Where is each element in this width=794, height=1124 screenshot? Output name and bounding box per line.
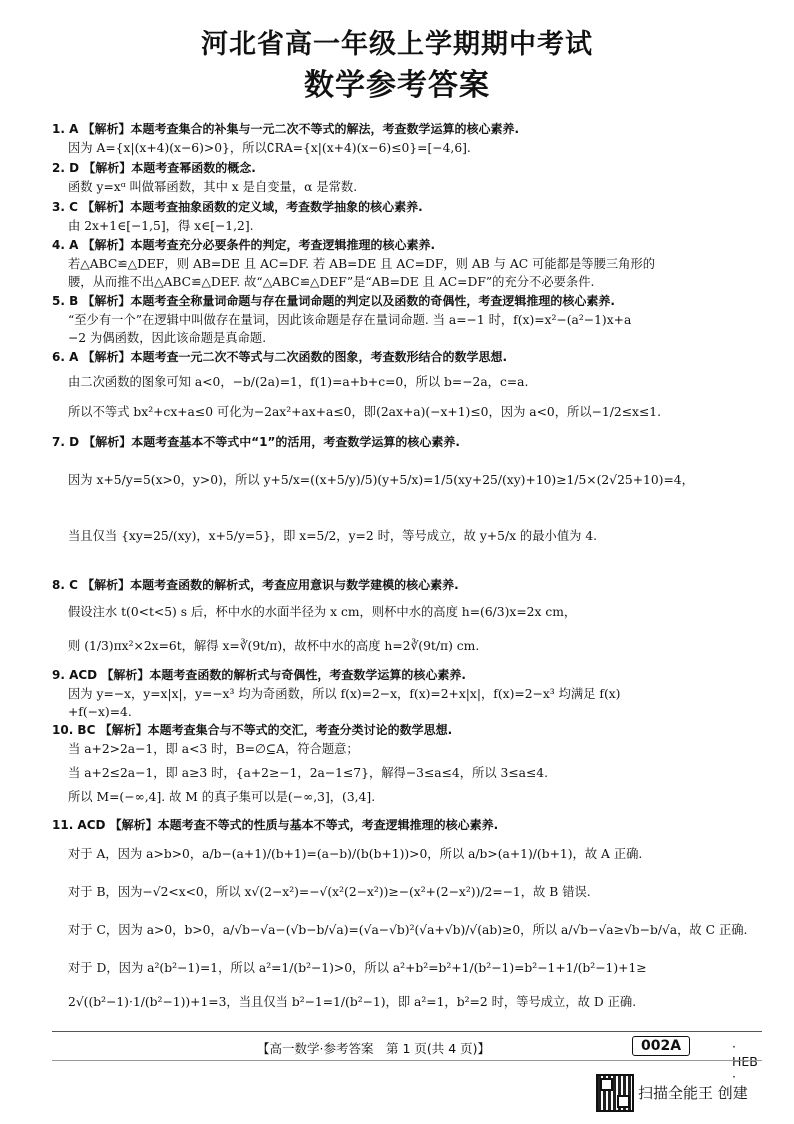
answer-line: “至少有一个”在逻辑中叫做存在量词，因此该命题是存在量词命题. 当 a=−1 时，f(x)=x²−(a²−1)x+a — [68, 312, 632, 327]
answer-line: 则 (1/3)πx²×2x=6t，解得 x=∛(9t/π)，故杯中水的高度 h=2∛(9t/π) cm. — [68, 638, 480, 653]
answer-heading: 6. A 【解析】本题考查一元二次不等式与二次函数的图象，考查数形结合的数学思想. — [52, 350, 508, 364]
footer-divider-bottom — [52, 1060, 762, 1061]
page-title: 河北省高一年级上学期期中考试 — [201, 29, 593, 60]
answer-9 — [52, 666, 762, 722]
answer-7 — [52, 433, 762, 564]
answer-line: 当且仅当 {xy=25/(xy)，x+5/y=5}，即 x=5/2，y=2 时，等号成立，故 y+5/x 的最小值为 4. — [68, 528, 598, 543]
answer-heading: 8. C 【解析】本题考查函数的解析式，考查应用意识与数学建模的核心素养. — [52, 578, 459, 592]
answer-line: 假设注水 t(0<t<5) s 后，杯中水的水面半径为 x cm，则杯中水的高度 h=(6/3)x=2x cm， — [68, 604, 577, 619]
footer-tag: · HEB · — [732, 1039, 758, 1084]
answer-line: 2√((b²−1)·1/(b²−1))+1=3，当且仅当 b²−1=1/(b²−1)，即 a²=1，b²=2 时，等号成立，故 D 正确. — [68, 994, 637, 1009]
answer-2 — [52, 159, 762, 196]
answer-line: 因为 A={x|(x+4)(x−6)>0}，所以∁RA={x|(x+4)(x−6)≤0}=[−4,6]. — [68, 140, 471, 155]
answer-line: 因为 x+5/y=5(x>0，y>0)，所以 y+5/x=((x+5/y)/5)(y+5/x)=1/5(xy+25/(xy)+10)≥1/5×(2√25+10)=4， — [68, 472, 694, 487]
qr-code-icon — [596, 1074, 634, 1112]
answer-5 — [52, 292, 762, 348]
answer-heading: 2. D 【解析】本题考查幂函数的概念. — [52, 161, 256, 175]
answer-3 — [52, 198, 762, 235]
answer-8 — [52, 576, 762, 663]
footer-page-info: 【高一数学·参考答案 第 1 页(共 4 页)】 — [257, 1041, 491, 1056]
answer-heading: 7. D 【解析】本题考查基本不等式中“1”的活用，考查数学运算的核心素养. — [52, 435, 460, 449]
answer-line: 对于 A，因为 a>b>0，a/b−(a+1)/(b+1)=(a−b)/(b(b+1))>0，所以 a/b>(a+1)/(b+1)，故 A 正确. — [68, 846, 643, 861]
answer-heading: 3. C 【解析】本题考查抽象函数的定义域，考查数学抽象的核心素养. — [52, 200, 423, 214]
answer-line: 腰，从而推不出△ABC≌△DEF. 故“△ABC≌△DEF”是“AB=DE 且 AC=DF”的充分不必要条件. — [68, 275, 595, 289]
answer-line: +f(−x)=4. — [68, 705, 132, 719]
answer-line: 由二次函数的图象可知 a<0，−b/(2a)=1，f(1)=a+b+c=0，所以 b=−2a，c=a. — [68, 374, 529, 389]
answer-line: 所以 M=(−∞,4]. 故 M 的真子集可以是(−∞,3]，(3,4]. — [68, 790, 376, 804]
answer-heading: 4. A 【解析】本题考查充分必要条件的判定，考查逻辑推理的核心素养. — [52, 238, 436, 252]
answer-line: 当 a+2≤2a−1，即 a≥3 时，{a+2≥−1，2a−1≤7}，解得−3≤a≤4，所以 3≤a≤4. — [68, 766, 549, 780]
page-subtitle: 数学参考答案 — [304, 68, 490, 103]
footer-divider — [52, 1031, 762, 1032]
answer-line: 若△ABC≌△DEF，则 AB=DE 且 AC=DF. 若 AB=DE 且 AC=DF，则 AB 与 AC 可能都是等腰三角形的 — [68, 256, 656, 271]
answer-line: −2 为偶函数，因此该命题是真命题. — [68, 331, 267, 345]
answer-heading: 1. A 【解析】本题考查集合的补集与一元二次不等式的解法，考查数学运算的核心素养. — [52, 122, 520, 136]
answer-11 — [52, 816, 762, 1017]
answer-line: 由 2x+1∈[−1,5]，得 x∈[−1,2]. — [68, 218, 254, 233]
answer-10 — [52, 721, 762, 807]
answer-4 — [52, 236, 762, 292]
answer-line: 当 a+2>2a−1，即 a<3 时，B=∅⊆A，符合题意； — [68, 741, 359, 756]
answer-heading: 5. B 【解析】本题考查全称量词命题与存在量词命题的判定以及函数的奇偶性，考查逻辑推理的核心素养. — [52, 294, 615, 308]
answer-line: 因为 y=−x，y=x|x|，y=−x³ 均为奇函数，所以 f(x)=2−x，f(x)=2+x|x|，f(x)=2−x³ 均满足 f(x) — [68, 686, 621, 701]
answer-line: 对于 D，因为 a²(b²−1)=1，所以 a²=1/(b²−1)>0，所以 a²+b²=b²+1/(b²−1)=b²−1+1/(b²−1)+1≥ — [68, 960, 647, 975]
page-footer — [52, 1036, 762, 1084]
footer-code-badge: 002A — [632, 1036, 690, 1056]
answer-heading: 10. BC 【解析】本题考查集合与不等式的交汇，考查分类讨论的数学思想. — [52, 723, 453, 737]
answer-6 — [52, 348, 762, 427]
answer-line: 对于 C，因为 a>0，b>0，a/√b−√a−(√b−b/√a)=(√a−√b)²(√a+√b)/√(ab)≥0，所以 a/√b−√a≥√b−b/√a，故 C 正确. — [68, 922, 748, 937]
answer-1 — [52, 120, 762, 157]
answer-heading: 9. ACD 【解析】本题考查函数的解析式与奇偶性，考查数学运算的核心素养. — [52, 668, 466, 682]
answer-line: 所以不等式 bx²+cx+a≤0 可化为−2ax²+ax+a≤0，即(2ax+a)(−x+1)≤0，因为 a<0，所以−1/2≤x≤1. — [68, 404, 661, 419]
answer-heading: 11. ACD 【解析】本题考查不等式的性质与基本不等式，考查逻辑推理的核心素养. — [52, 818, 499, 832]
answer-line: 对于 B，因为−√2<x<0，所以 x√(2−x²)=−√(x²(2−x²))≥−(x²+(2−x²))/2=−1，故 B 错误. — [68, 884, 591, 899]
answer-line: 函数 y=xᵅ 叫做幂函数，其中 x 是自变量，α 是常数. — [68, 179, 358, 194]
watermark-text: 扫描全能王 创建 — [638, 1084, 748, 1102]
